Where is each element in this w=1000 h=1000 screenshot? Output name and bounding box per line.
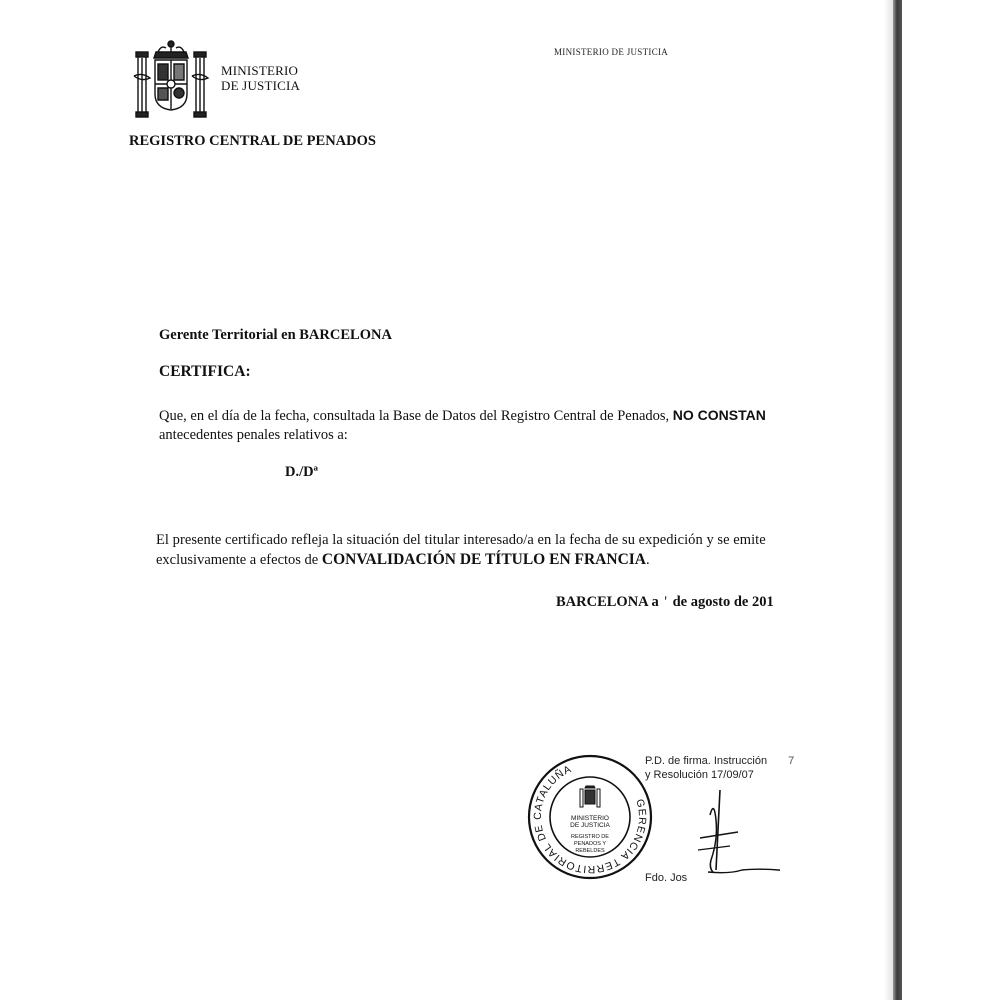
paragraph-2-post: .: [646, 552, 650, 568]
date-line: [556, 593, 774, 612]
top-stamp-text: MINISTERIO DE JUSTICIA: [554, 47, 669, 57]
spain-coat-of-arms-icon: [128, 36, 214, 122]
ministry-line-2: DE JUSTICIA: [221, 78, 301, 93]
registry-heading: REGISTRO CENTRAL DE PENADOS: [129, 133, 376, 149]
name-label-text: D./Dª: [285, 464, 318, 480]
paragraph-2-text: El presente certificado refleja la situación del titular interesado/a en la fecha de su expedición y se emite: [156, 532, 766, 548]
no-constan-text: NO CONSTAN: [672, 407, 766, 423]
paragraph-2-line-2: [156, 550, 822, 570]
official-round-seal-icon: [527, 754, 653, 880]
paragraph-1-text: Que, en el día de la fecha, consultada la Base de Datos del Registro Central de Penados,: [159, 408, 670, 424]
signed-by: Fdo. Jos: [645, 872, 688, 884]
delegation-line-1-tail: 7: [788, 755, 795, 767]
delegation-line-2: y Resolución 17/09/07: [645, 769, 754, 781]
seal-inner-line-1: MINISTERIO: [571, 815, 609, 822]
paragraph-1-line-2: antecedentes penales relativos a:: [159, 427, 348, 443]
date-right: de agosto de 201: [672, 594, 774, 610]
issuer-line: Gerente Territorial en BARCELONA: [159, 327, 392, 343]
ministry-line-1: MINISTERIO: [221, 63, 299, 78]
name-label: [285, 463, 318, 482]
date-mark: ': [664, 594, 667, 610]
paragraph-1: [159, 406, 821, 445]
seal-ring-text: GERENCIA TERRITORIAL DE CATALUÑA: [531, 762, 649, 876]
paragraph-2: [156, 531, 822, 570]
seal-inner-line-2: DE JUSTICIA: [570, 822, 610, 829]
delegation-line-1-text: P.D. de firma. Instrucción: [645, 755, 768, 767]
date-left: BARCELONA a: [556, 594, 659, 610]
scan-edge: [893, 0, 902, 1000]
scan-shadow: [884, 0, 893, 1000]
seal-inner-line-5: REBELDES: [575, 848, 605, 854]
purpose-text: CONVALIDACIÓN DE TÍTULO EN FRANCIA: [321, 551, 646, 568]
seal-inner-line-4: PENADOS Y: [574, 841, 606, 847]
delegation-line-1: [645, 755, 794, 767]
ministry-name: [221, 63, 300, 93]
certifica-heading: CERTIFICA:: [159, 363, 251, 380]
paragraph-2-pre: exclusivamente a efectos de: [156, 552, 319, 568]
handwritten-signature-icon: [680, 780, 780, 880]
seal-inner-line-3: REGISTRO DE: [571, 834, 609, 840]
